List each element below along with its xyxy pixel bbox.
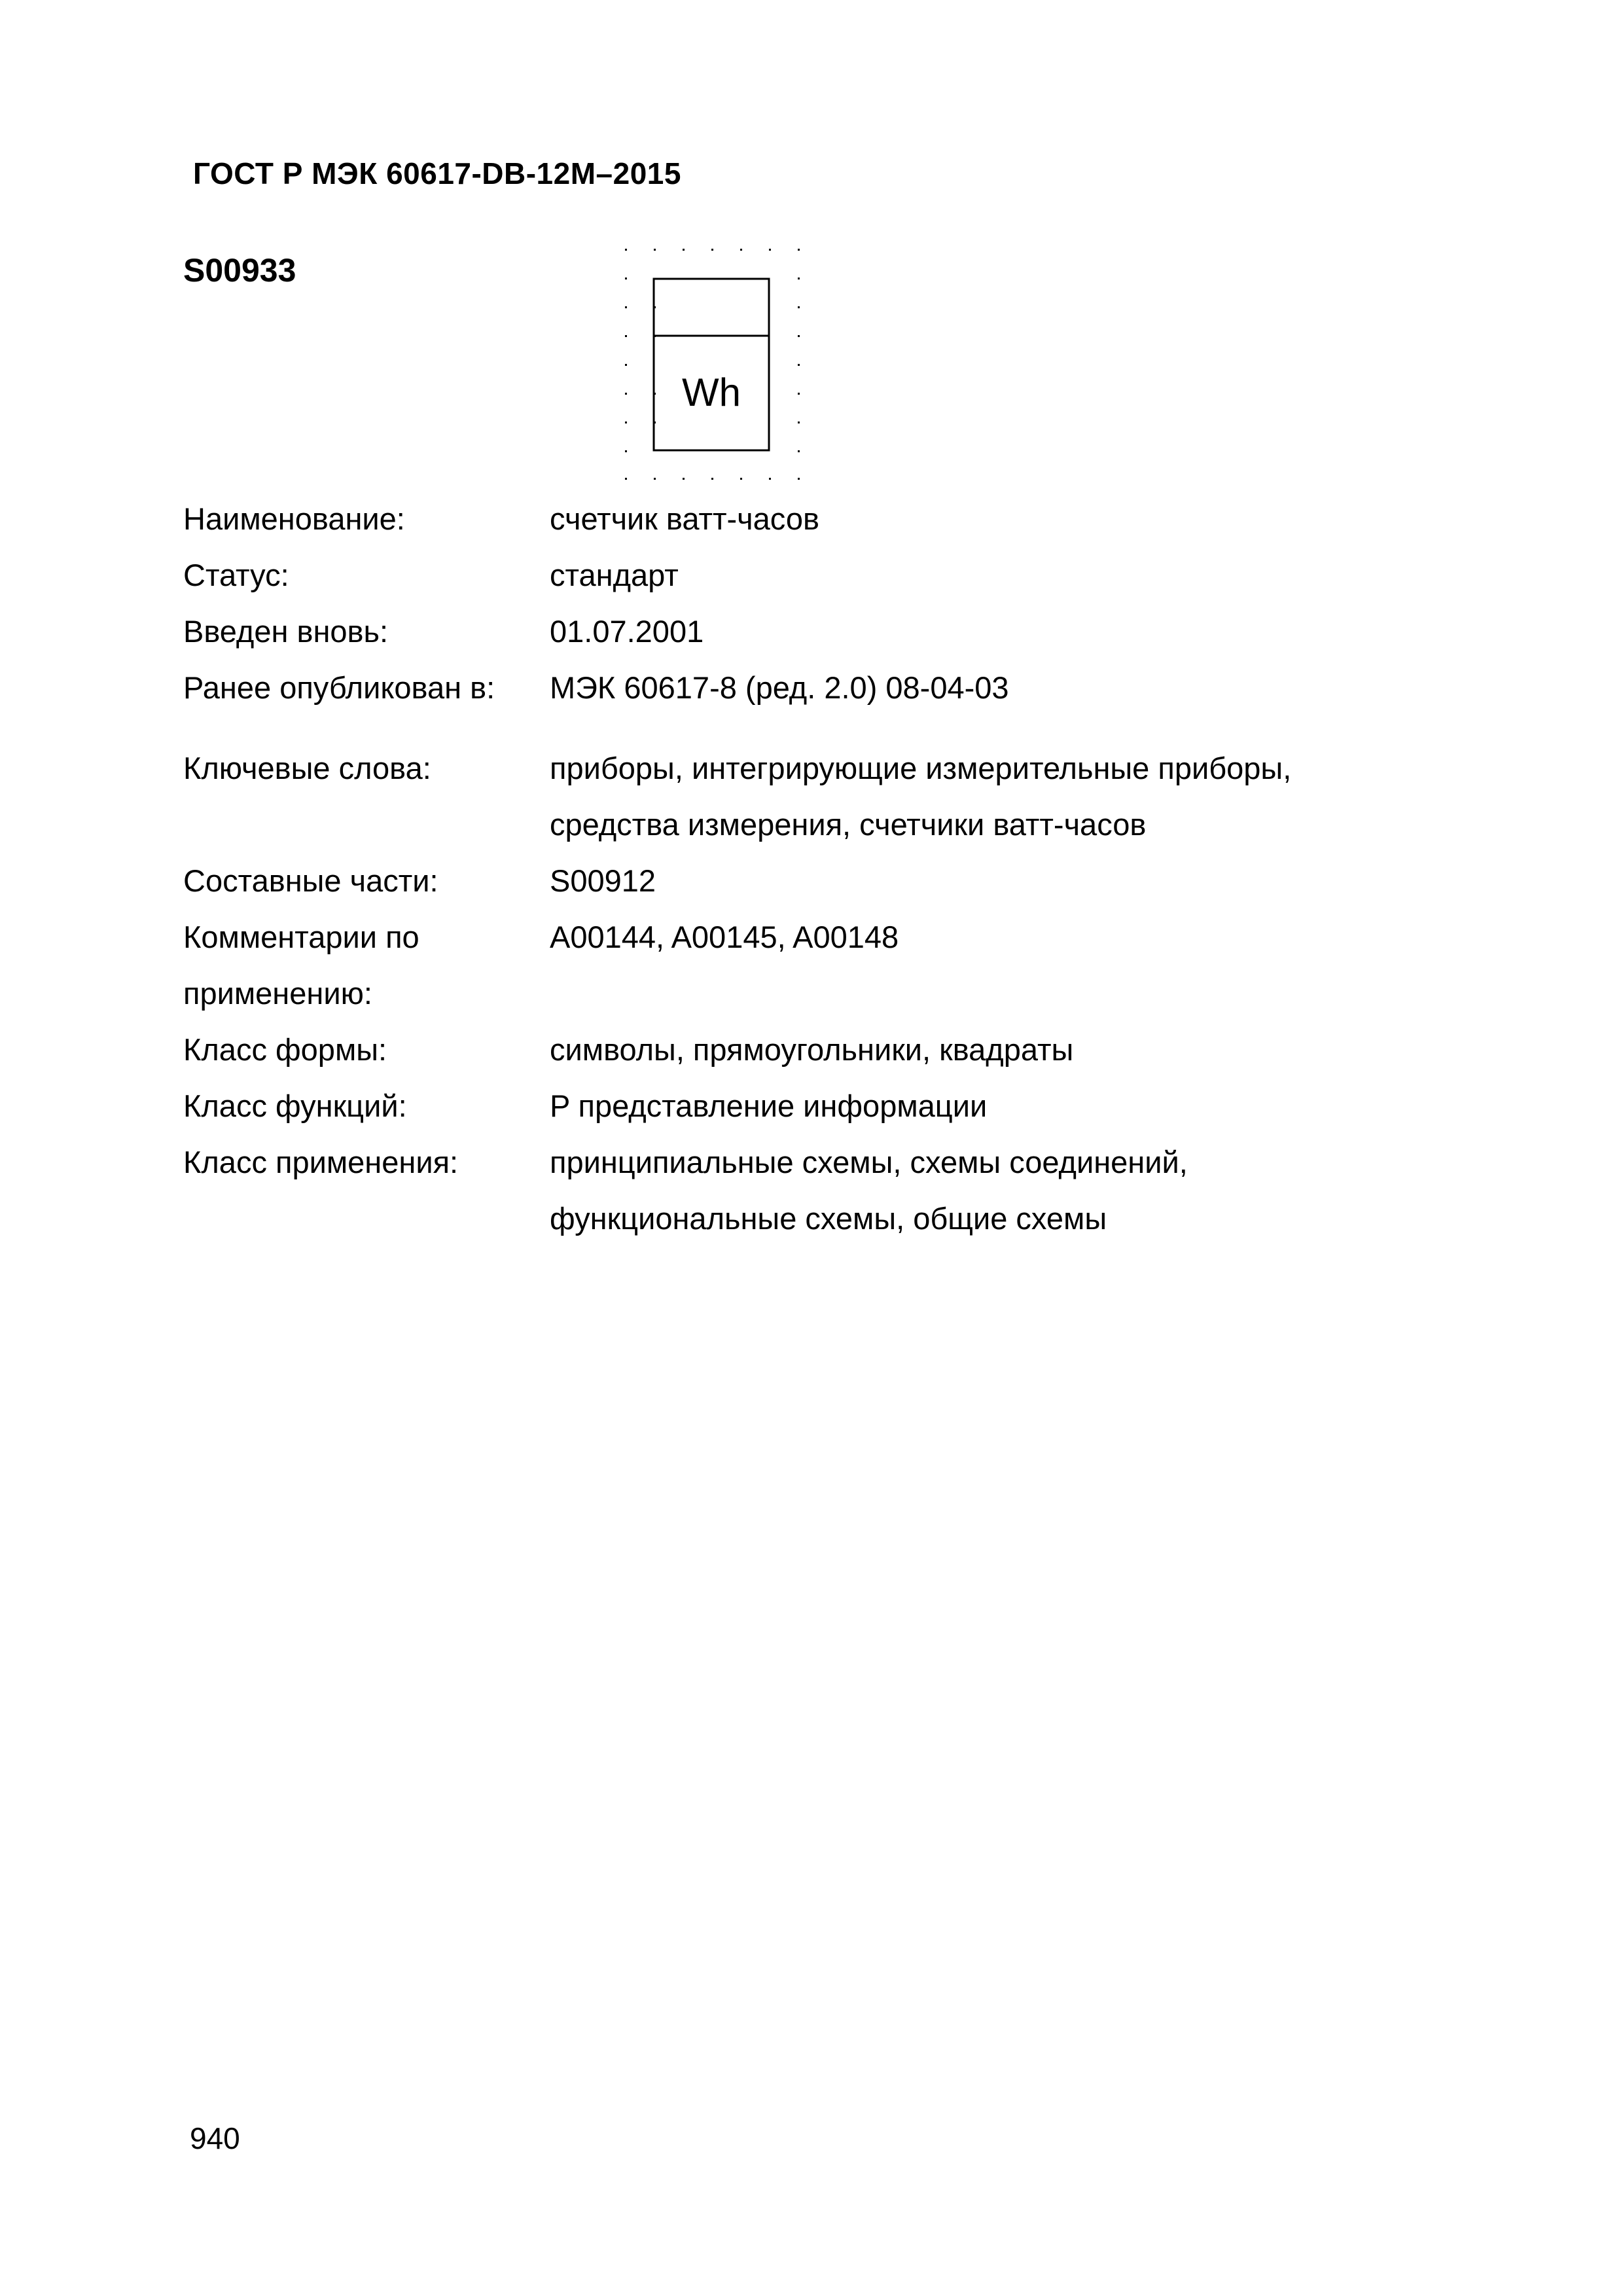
- field-value-name: счетчик ватт-часов: [550, 501, 819, 536]
- meter-outline: [654, 279, 769, 450]
- meter-unit-label: Wh: [682, 370, 741, 414]
- symbol-code: S00933: [183, 252, 296, 289]
- field-label-shape-class: Класс формы:: [183, 1032, 387, 1067]
- field-label-comments: [183, 909, 550, 1022]
- page-number: 940: [190, 2121, 240, 2155]
- field-label-status: Статус:: [183, 558, 289, 592]
- field-value-status: стандарт: [550, 558, 679, 592]
- field-value-comments: A00144, A00145, A00148: [550, 920, 899, 954]
- field-label-keywords: Ключевые слова:: [183, 751, 431, 785]
- field-value-application-class-line-1: принципиальные схемы, схемы соединений,: [550, 1145, 1188, 1179]
- field-value-keywords: [550, 740, 1531, 853]
- field-label-function-class: Класс функций:: [183, 1088, 407, 1123]
- field-label-comments-line-2: применению:: [183, 976, 372, 1011]
- field-value-introduced: 01.07.2001: [550, 614, 704, 649]
- field-value-application-class: [550, 1134, 1531, 1247]
- field-value-application-class-line-2: функциональные схемы, общие схемы: [550, 1201, 1107, 1236]
- field-label-name: Наименование:: [183, 501, 405, 536]
- watt-hour-meter-symbol-icon: [625, 249, 815, 491]
- field-label-application-class: Класс применения:: [183, 1145, 459, 1179]
- field-label-comments-line-1: Комментарии по: [183, 920, 419, 954]
- field-value-published-in: МЭК 60617-8 (ред. 2.0) 08-04-03: [550, 670, 1009, 705]
- field-value-keywords-line-1: приборы, интегрирующие измерительные приборы,: [550, 751, 1292, 785]
- field-value-components: S00912: [550, 863, 656, 898]
- field-label-published-in: Ранее опубликован в:: [183, 670, 495, 705]
- document-header: ГОСТ Р МЭК 60617-DB-12M–2015: [193, 156, 681, 190]
- field-value-shape-class: символы, прямоугольники, квадраты: [550, 1032, 1074, 1067]
- field-label-components: Составные части:: [183, 863, 438, 898]
- symbol-grid-dots: [625, 249, 800, 480]
- field-label-introduced: Введен вновь:: [183, 614, 389, 649]
- field-value-function-class: P представление информации: [550, 1088, 988, 1123]
- field-value-keywords-line-2: средства измерения, счетчики ватт-часов: [550, 807, 1147, 842]
